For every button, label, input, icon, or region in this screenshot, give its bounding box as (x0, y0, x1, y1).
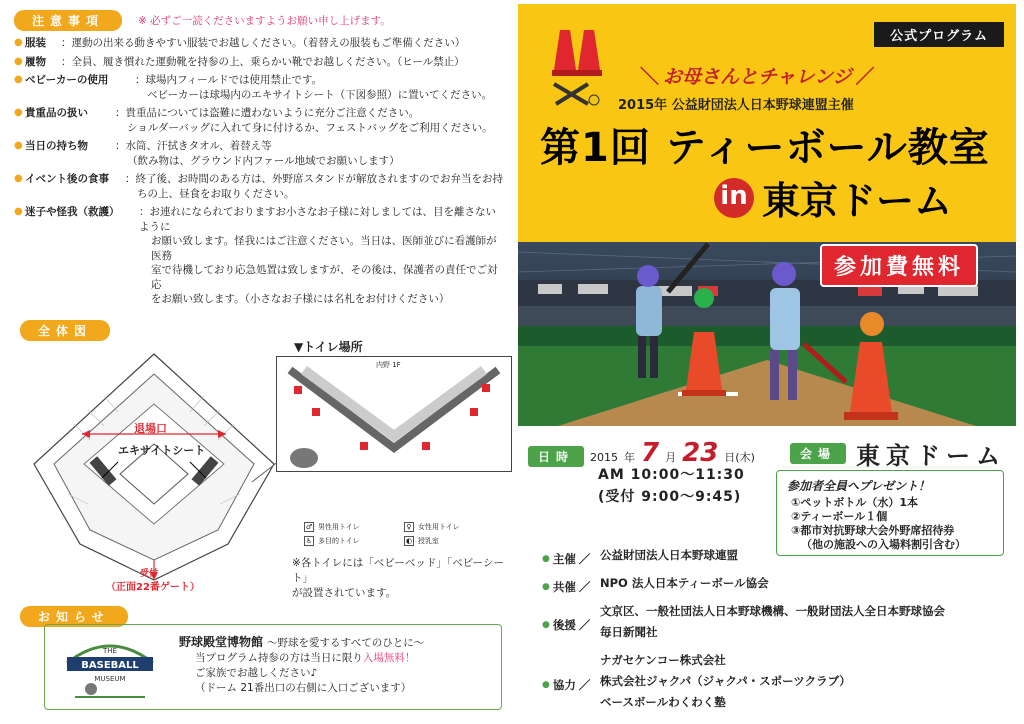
gift-item: ③都市対抗野球大会外野席招待券 (791, 524, 955, 537)
gift-item: ①ペットボトル（水）1本 (791, 496, 918, 509)
museum-box (44, 624, 502, 710)
svg-text:BASEBALL: BASEBALL (81, 660, 139, 671)
bullet-icon: ● (14, 140, 23, 151)
rule-item (14, 172, 506, 201)
venue-name: 東京ドーム (856, 442, 1007, 470)
rule-text: をお願い致します。（小さなお子様には名札をお付けください） (151, 293, 450, 305)
rule-text: （飲み物は、グラウンド内ファール地域でお願いします） (127, 154, 400, 167)
rule-text: ちの上、昼食をお取りください。 (137, 187, 295, 200)
nursing-room-icon: ◐ (405, 537, 413, 545)
rule-text: お願い致します。怪我にはご注意ください。当日は、医師並びに看護師が医務 (151, 235, 497, 262)
date-tag: 日時 (528, 446, 584, 467)
organizer-value: ベースボールわくわく塾 (600, 695, 726, 709)
overview-header (20, 320, 110, 341)
rule-label: イベント後の食事 (25, 173, 109, 185)
rule-text: 室で待機しており応急処置は致しますが、その後は、保護者の責任でご対応 (151, 264, 498, 291)
bullet-icon: ● (14, 55, 23, 67)
time-main: AM 10:00～11:30 (598, 467, 745, 483)
toilet-map (276, 356, 512, 472)
bullet-icon: ● (14, 173, 23, 184)
toilet-note-line: ※各トイレには「ベビーベッド」「ベビーシート」 (292, 557, 504, 584)
sub-title (714, 170, 952, 225)
organizer-line: 2015年 公益財団法人日本野球連盟主催 (618, 98, 854, 113)
rule-text: ：全員、履き慣れた運動靴を持参の上、乗らかい靴でお越しください。（ヒール禁止） (61, 55, 465, 68)
legend-label: 多目的トイレ (318, 537, 360, 545)
date-year: 2015 (590, 451, 619, 464)
toilet-title: ▼トイレ場所 (294, 340, 363, 354)
rule-text: ：貴重品については盗難に遭わないように充分ご注意ください。 (115, 107, 420, 119)
stadium-map (28, 344, 280, 600)
program-badge: 公式プログラム (874, 22, 1004, 47)
rule-item (14, 205, 506, 307)
organizer-value: 株式会社ジャクパ（ジャクパ・スポーツクラブ） (600, 674, 851, 688)
rule-item (14, 106, 506, 135)
toilet-note-line: が設置されています。 (292, 587, 397, 599)
reception-label: 受付 (140, 569, 159, 579)
organizer-key: 協力 (552, 677, 576, 692)
organizer-key: 共催 (552, 579, 576, 594)
excite-label: エキサイトシート (118, 444, 206, 457)
museum-line: ご家族でお越しください♪ (195, 667, 318, 679)
legend-label: 授乳室 (418, 537, 439, 545)
svg-text:MUSEUM: MUSEUM (94, 675, 126, 683)
rule-label: 当日の持ち物 (25, 140, 88, 152)
rule-text: ：球場内フィールドでは使用禁止です。 (135, 74, 323, 86)
date-month: 7 (641, 438, 660, 468)
organizer-row: ● 共催 ／ NPO 法人日本ティーボール協会 (542, 576, 769, 594)
venue-row (790, 436, 1006, 471)
bullet-icon: ● (14, 37, 23, 48)
gate-label: （正面22番ゲート） (106, 582, 200, 593)
organizer-value: NPO 法人日本ティーボール協会 (600, 576, 769, 590)
time-reception: (受付 9:00～9:45) (598, 489, 742, 505)
venue-tag: 会場 (790, 443, 846, 464)
bullet-icon: ● (14, 74, 23, 85)
organizer-row: ● 主催 ／ 公益財団法人日本野球連盟 (542, 548, 738, 566)
info-tag: お知らせ (20, 606, 128, 627)
rule-label: 服装 (25, 37, 46, 49)
female-toilet-icon: ♀ (404, 522, 414, 532)
rule-text: ：終了後、お時間のある方は、外野席スタンドが解放されますのでお弁当をお持 (125, 173, 503, 185)
bullet-icon: ● (14, 107, 23, 118)
museum-subtitle: ～野球を愛するすべてのひとに～ (267, 637, 425, 649)
rules-list (14, 36, 506, 307)
date-day-unit: 日(木) (724, 451, 755, 464)
organizer-key: 主催 (552, 551, 576, 566)
organizer-value: ナガセケンコー株式会社 (600, 653, 726, 667)
bullet-icon: ● (542, 581, 550, 592)
museum-lines (195, 651, 415, 696)
rule-label: ベビーカーの使用 (25, 74, 109, 86)
rule-item (14, 55, 506, 70)
legend-label: 男性用トイレ (318, 523, 360, 531)
in-badge: in (714, 178, 754, 218)
date-day: 23 (682, 438, 719, 468)
toilet-map-caption: 内野 1F (376, 361, 401, 369)
gift-box (776, 470, 1004, 556)
notice-tag: 注意事項 (14, 10, 122, 31)
rule-text: ：運動の出来る動きやすい服装でお越しください。（着替えの服装もご準備ください） (61, 37, 466, 49)
rule-item (14, 36, 506, 51)
organizers-list (542, 548, 945, 723)
rule-label: 貴重品の扱い (25, 107, 88, 119)
main-title: 第1回 ティーボール教室 (540, 125, 990, 171)
svg-text:THE: THE (103, 647, 117, 655)
overview-tag: 全体図 (20, 320, 110, 341)
organizer-value: 文京区、一般社団法人日本野球機構、一般財団法人全日本野球協会 (600, 604, 945, 618)
date-year-unit: 年 (624, 451, 636, 464)
organizer-row: ● 後援 ／ 文京区、一般社団法人日本野球機構、一般財団法人全日本野球協会 毎日新聞社 (542, 604, 945, 639)
museum-title (179, 633, 424, 650)
rule-text: ：水筒、汗拭きタオル、着替え等 (115, 140, 272, 152)
exit-label: 退場口 (134, 422, 167, 435)
organizer-row: ● 協力 ／ ナガセケンコー株式会社 株式会社ジャクパ（ジャクパ・スポーツクラブ） ベースボールわくわく塾 (542, 653, 851, 709)
rule-label: 履物 (25, 55, 46, 68)
gift-title: 参加者全員へプレゼント！ (787, 479, 931, 493)
organizer-value: 毎日新聞社 (600, 625, 658, 639)
legend-label: 女性用トイレ (418, 523, 460, 531)
event-photo (518, 242, 1016, 426)
multipurpose-toilet-icon: ♿ (305, 537, 313, 545)
challenge-line: ＼ お母さんとチャレンジ ／ (640, 66, 875, 88)
rule-text: ：お連れになられておりますお小さなお子様に対しましては、目を離さないように (139, 206, 496, 233)
museum-line: 当プログラム持参の方は当日に限り入場無料！ (195, 652, 416, 664)
organizer-value: 公益財団法人日本野球連盟 (600, 548, 738, 562)
museum-line: （ドーム 21番出口の右側に入口ございます） (195, 682, 412, 694)
left-column (14, 8, 506, 716)
male-toilet-icon: ♂ (305, 523, 313, 531)
bullet-icon: ● (542, 679, 550, 690)
bullet-icon: ● (542, 553, 550, 564)
toilet-note (292, 556, 512, 601)
rule-text: ベビーカーは球場内のエキサイトシート（下図参照）に置いてください。 (147, 88, 493, 101)
notice-header (14, 8, 506, 32)
rule-item (14, 73, 506, 102)
free-entry-badge: 参加費無料 (820, 244, 978, 287)
rule-item (14, 139, 506, 168)
challenge-text: お母さんとチャレンジ (663, 66, 852, 88)
museum-name: 野球殿堂博物館 (179, 635, 264, 649)
notice-note: ※ 必ずご一読くださいますようお願い申し上げます。 (138, 14, 391, 27)
venue-title: 東京ドーム (762, 179, 953, 223)
toilet-legend (304, 522, 504, 550)
date-month-unit: 月 (665, 451, 677, 464)
gift-item: （他の施設への入場料割引含む） (801, 538, 966, 551)
organizer-key: 後援 (552, 618, 576, 632)
bullet-icon: ● (542, 620, 550, 630)
cone-logo-icon (548, 24, 606, 108)
rule-label: 迷子や怪我（救護） (25, 206, 120, 218)
bullet-icon: ● (14, 206, 23, 217)
baseball-museum-logo (61, 633, 159, 703)
gift-item: ②ティーボール１個 (791, 510, 888, 523)
program-header (518, 4, 1016, 242)
rule-text: ショルダーバッグに入れて身に付けるか、フェストバッグをご利用ください。 (127, 121, 493, 134)
